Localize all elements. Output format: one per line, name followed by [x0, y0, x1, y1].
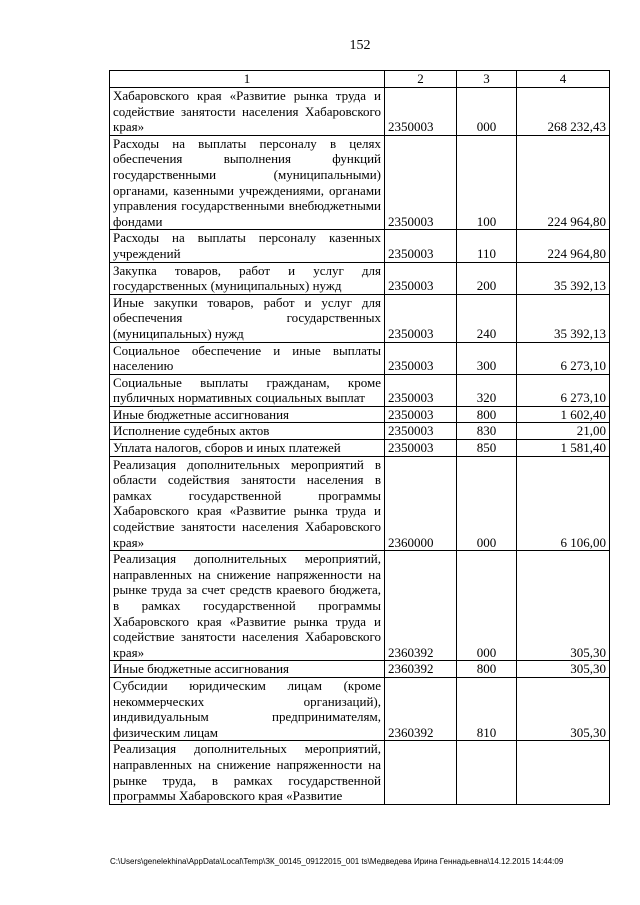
row-amount: 6 273,10	[517, 374, 610, 406]
row-target-code: 2360392	[385, 551, 457, 661]
row-amount: 6 106,00	[517, 456, 610, 551]
row-description: Закупка товаров, работ и услуг для государственных (муниципальных) нужд	[110, 262, 385, 294]
row-description: Иные бюджетные ассигнования	[110, 661, 385, 678]
row-expense-type: 000	[457, 551, 517, 661]
table-row	[110, 294, 610, 342]
row-target-code: 2350003	[385, 88, 457, 136]
table-row	[110, 374, 610, 406]
row-expense-type: 320	[457, 374, 517, 406]
row-expense-type: 240	[457, 294, 517, 342]
header-col-1: 1	[110, 71, 385, 88]
row-target-code: 2350003	[385, 262, 457, 294]
row-expense-type: 110	[457, 230, 517, 262]
row-description: Исполнение судебных актов	[110, 423, 385, 440]
header-col-2: 2	[385, 71, 457, 88]
table-row	[110, 406, 610, 423]
row-target-code: 2350003	[385, 342, 457, 374]
budget-table	[109, 70, 610, 805]
row-description: Иные закупки товаров, работ и услуг для обеспечения государственных (муниципальных) нужд	[110, 294, 385, 342]
row-target-code: 2350003	[385, 294, 457, 342]
row-description: Реализация дополнительных мероприятий в области содействия занятости населения в рамках государственной программы Хабаровского края «Развитие рынка труда и содействие занятости населения Хабаровского края»	[110, 456, 385, 551]
row-target-code: 2350003	[385, 440, 457, 457]
row-amount: 35 392,13	[517, 262, 610, 294]
row-amount: 224 964,80	[517, 135, 610, 230]
table-row	[110, 342, 610, 374]
row-target-code: 2360000	[385, 456, 457, 551]
row-amount: 1 581,40	[517, 440, 610, 457]
row-expense-type: 830	[457, 423, 517, 440]
row-target-code: 2350003	[385, 374, 457, 406]
row-target-code: 2360392	[385, 677, 457, 740]
row-description: Хабаровского края «Развитие рынка труда и содействие занятости населения Хабаровского края»	[110, 88, 385, 136]
row-description: Социальные выплаты гражданам, кроме публичных нормативных социальных выплат	[110, 374, 385, 406]
table-row	[110, 551, 610, 661]
row-target-code	[385, 741, 457, 804]
table-row	[110, 440, 610, 457]
row-amount: 21,00	[517, 423, 610, 440]
row-expense-type: 000	[457, 88, 517, 136]
header-col-3: 3	[457, 71, 517, 88]
row-expense-type: 800	[457, 406, 517, 423]
row-expense-type: 200	[457, 262, 517, 294]
table-row	[110, 230, 610, 262]
row-expense-type: 100	[457, 135, 517, 230]
row-description: Расходы на выплаты персоналу казенных учреждений	[110, 230, 385, 262]
row-expense-type: 810	[457, 677, 517, 740]
row-expense-type: 000	[457, 456, 517, 551]
table-row	[110, 677, 610, 740]
row-description: Реализация дополнительных мероприятий, направленных на снижение напряженности на рынке труда за счет средств краевого бюджета, в рамках государственной программы Хабаровского края «Развитие рынка труда и содействие занятости населения Хабаровского края»	[110, 551, 385, 661]
row-target-code: 2360392	[385, 661, 457, 678]
header-row	[110, 71, 610, 88]
row-expense-type: 300	[457, 342, 517, 374]
file-path-footer: C:\Users\genelekhina\AppData\Local\Temp\ЗК_00145_09122015_001 ts\Медведева Ирина Геннадьевна\14.12.2015 14:44:09	[110, 857, 564, 866]
row-target-code: 2350003	[385, 423, 457, 440]
page-number: 152	[349, 38, 371, 53]
table-row	[110, 661, 610, 678]
row-target-code: 2350003	[385, 135, 457, 230]
row-description: Социальное обеспечение и иные выплаты населению	[110, 342, 385, 374]
row-amount: 6 273,10	[517, 342, 610, 374]
row-expense-type: 850	[457, 440, 517, 457]
row-description: Реализация дополнительных мероприятий, направленных на снижение напряженности на рынке труда, в рамках государственной программы Хабаровского края «Развитие	[110, 741, 385, 804]
row-description: Расходы на выплаты персоналу в целях обеспечения выполнения функций государственными (муниципальными) органами, казенными учреждениями, органами управления государственными внебюджетными фондами	[110, 135, 385, 230]
row-amount: 305,30	[517, 661, 610, 678]
row-target-code: 2350003	[385, 230, 457, 262]
table-row	[110, 88, 610, 136]
header-col-4: 4	[517, 71, 610, 88]
table-row	[110, 741, 610, 804]
row-amount: 1 602,40	[517, 406, 610, 423]
row-amount: 305,30	[517, 551, 610, 661]
table-row	[110, 456, 610, 551]
row-expense-type	[457, 741, 517, 804]
row-amount: 35 392,13	[517, 294, 610, 342]
row-description: Уплата налогов, сборов и иных платежей	[110, 440, 385, 457]
table-row	[110, 423, 610, 440]
row-amount: 305,30	[517, 677, 610, 740]
row-expense-type: 800	[457, 661, 517, 678]
row-amount: 224 964,80	[517, 230, 610, 262]
row-description: Иные бюджетные ассигнования	[110, 406, 385, 423]
row-amount	[517, 741, 610, 804]
table-row	[110, 135, 610, 230]
row-description: Субсидии юридическим лицам (кроме некоммерческих организаций), индивидуальным предпринимателям, физическим лицам	[110, 677, 385, 740]
row-amount: 268 232,43	[517, 88, 610, 136]
row-target-code: 2350003	[385, 406, 457, 423]
table-row	[110, 262, 610, 294]
